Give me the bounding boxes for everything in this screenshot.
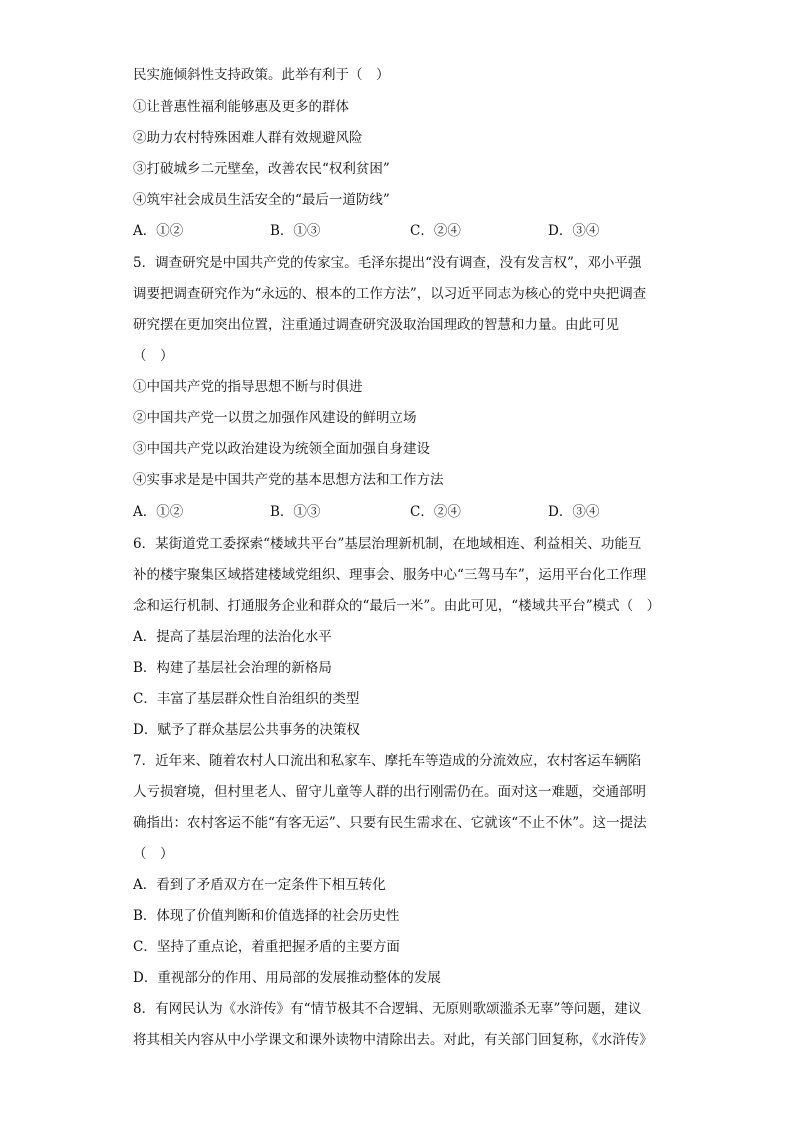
q5-item-3: ③中国共产党以政治建设为统领全面加强自身建设 (133, 441, 430, 457)
q5-stem-line-4: （ ） (133, 348, 174, 364)
q6-option-a[interactable]: A．提高了基层治理的法治化水平 (133, 629, 332, 645)
q8-stem-line-2: 将其相关内容从中小学课文和课外读物中清除出去。对此，有关部门回复称，《水浒传》 (133, 1032, 653, 1048)
q4-item-1: ①让普惠性福利能够惠及更多的群体 (133, 99, 349, 115)
q7-stem-line-3: 确指出：农村客运不能“有客无运”、只要有民生需求在、它就该“不止不休”。这一提法 (133, 815, 647, 831)
q6-stem-line-2: 补的楼宇聚集区域搭建楼域党组织、理事会、服务中心“三驾马车”，运用平台化工作理 (133, 567, 647, 583)
q4-item-2: ②助力农村特殊困难人群有效规避风险 (133, 130, 363, 146)
q7-option-a[interactable]: A．看到了矛盾双方在一定条件下相互转化 (133, 877, 386, 893)
q6-option-c[interactable]: C．丰富了基层群众性自治组织的类型 (133, 691, 360, 707)
q5-option-d[interactable]: D．③④ (548, 504, 600, 520)
q5-option-b[interactable]: B．①③ (270, 504, 321, 520)
q4-option-b[interactable]: B．①③ (270, 223, 321, 239)
q4-options (133, 222, 673, 240)
q6-stem-line-3: 念和运行机制、打通服务企业和群众的“最后一米”。由此可见，“楼域共平台”模式（ ） (133, 598, 661, 614)
q4-option-d[interactable]: D．③④ (548, 223, 600, 239)
q5-item-2: ②中国共产党一以贯之加强作风建设的鲜明立场 (133, 410, 417, 426)
q5-stem-line-3: 研究摆在更加突出位置，注重通过调查研究汲取治国理政的智慧和力量。由此可见 (133, 317, 619, 333)
q4-item-4: ④筑牢社会成员生活安全的“最后一道防线” (133, 192, 390, 208)
q7-option-b[interactable]: B．体现了价值判断和价值选择的社会历史性 (133, 908, 400, 924)
q5-options (133, 503, 673, 521)
q4-item-3: ③打破城乡二元壁垒，改善农民“权利贫困” (133, 161, 390, 177)
q6-option-b[interactable]: B．构建了基层社会治理的新格局 (133, 660, 332, 676)
q7-option-c[interactable]: C．坚持了重点论，着重把握矛盾的主要方面 (133, 939, 400, 955)
q6-stem-line-1: 6．某街道党工委探索“楼域共平台”基层治理新机制，在地域相连、利益相关、功能互 (133, 536, 642, 552)
q4-stem-continuation: 民实施倾斜性支持政策。此举有利于（ ） (133, 67, 390, 83)
q7-stem-line-2: 人亏损窘境，但村里老人、留守儿童等人群的出行刚需仍在。面对这一难题，交通部明 (133, 784, 646, 800)
q4-option-c[interactable]: C．②④ (410, 223, 461, 239)
q5-stem-line-2: 调要把调查研究作为“永远的、根本的工作方法”，以习近平同志为核心的党中央把调查 (133, 286, 647, 302)
q5-item-1: ①中国共产党的指导思想不断与时俱进 (133, 379, 363, 395)
q4-option-a[interactable]: A．①② (133, 223, 184, 239)
q5-stem-line-1: 5．调查研究是中国共产党的传家宝。毛泽东提出“没有调查，没有发言权”，邓小平强 (133, 255, 642, 271)
q6-option-d[interactable]: D．赋予了群众基层公共事务的决策权 (133, 722, 360, 738)
q5-item-4: ④实事求是是中国共产党的基本思想方法和工作方法 (133, 472, 444, 488)
q7-stem-line-4: （ ） (133, 846, 174, 862)
q7-stem-line-1: 7．近年来、随着农村人口流出和私家车、摩托车等造成的分流效应，农村客运车辆陷 (133, 753, 642, 769)
q5-option-a[interactable]: A．①② (133, 504, 184, 520)
q8-stem-line-1: 8．有网民认为《水浒传》有“情节极其不合逻辑、无原则歌颂滥杀无辜”等问题，建议 (133, 1001, 642, 1017)
q5-option-c[interactable]: C．②④ (410, 504, 461, 520)
q7-option-d[interactable]: D．重视部分的作用、用局部的发展推动整体的发展 (133, 970, 441, 986)
